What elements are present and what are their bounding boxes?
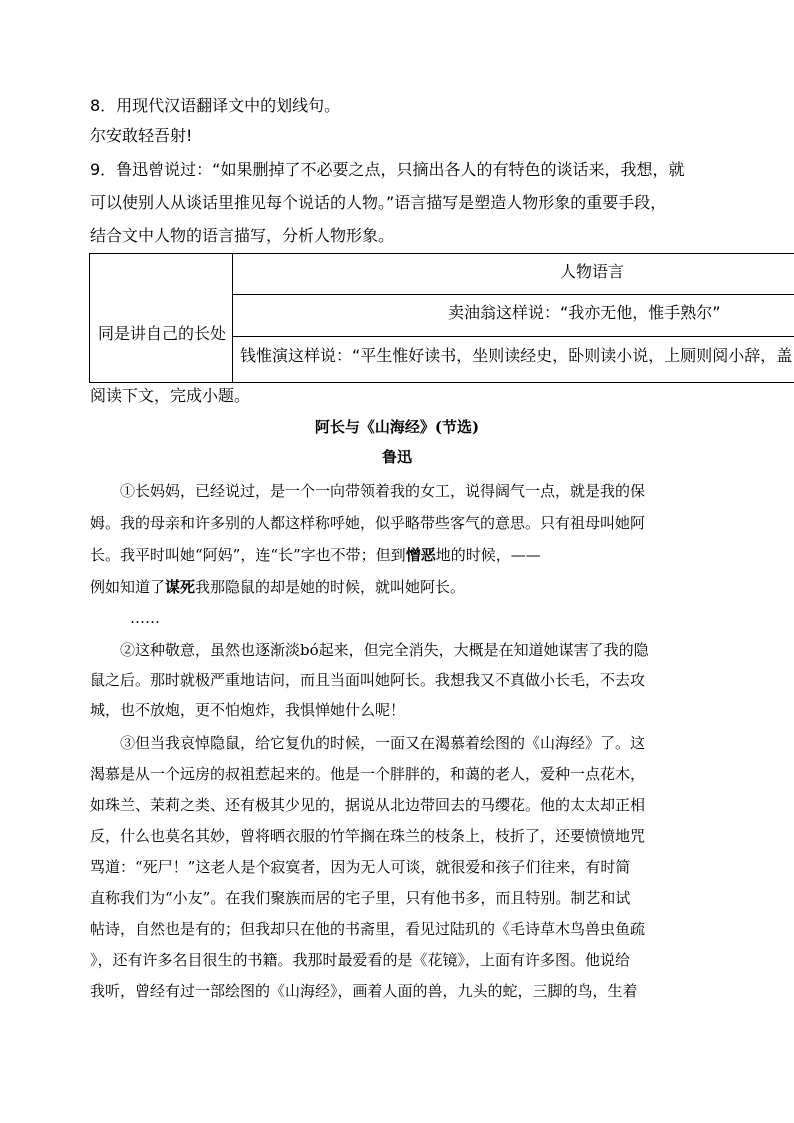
keyword-hate: 憎恶 bbox=[405, 546, 436, 564]
passage-author: 鲁迅 bbox=[381, 448, 412, 466]
question-9-line-1: 9．鲁迅曾说过：“如果删掉了不必要之点，只摘出各人的有特色的谈话来，我想，就 bbox=[90, 160, 685, 179]
table-divider-vertical bbox=[232, 254, 233, 382]
paragraph-3-line-3: 如珠兰、茉莉之类、还有极其少见的，据说从北边带回去的马缨花。他的太太却正相 bbox=[90, 796, 646, 814]
paragraph-3-line-6: 直称我们为“小友”。在我们聚族而居的宅子里，只有他书多，而且特别。制艺和试 bbox=[90, 889, 631, 907]
question-8-sentence: 尔安敢轻吾射! bbox=[90, 126, 193, 145]
paragraph-2-line-3: 城，也不放炮，更不怕炮炸，我惧惮她什么呢！ bbox=[90, 701, 406, 719]
text-segment: 我那隐鼠的却是她的时候，就叫她阿长。 bbox=[195, 578, 466, 596]
ellipsis: …… bbox=[130, 609, 160, 627]
paragraph-3-line-7: 帖诗，自然也是有的；但我却只在他的书斋里，看见过陆玑的《毛诗草木鸟兽虫鱼疏 bbox=[90, 920, 646, 938]
paragraph-3-line-2: 渴慕是从一个远房的叔祖惹起来的。他是一个胖胖的，和蔼的老人，爱种一点花木， bbox=[90, 765, 646, 783]
paragraph-3-line-1: ③但当我哀悼隐鼠，给它复仇的时候，一面又在渴慕着绘图的《山海经》了。这 bbox=[120, 734, 646, 752]
text-segment: 长。我平时叫她“阿妈”，连“长”字也不带；但到 bbox=[90, 546, 406, 564]
passage-title: 阿长与《山海经》(节选) bbox=[314, 418, 480, 436]
question-9-line-2: 可以使别人从谈话里推见每个说话的人物。”语言描写是塑造人物形象的重要手段， bbox=[90, 193, 667, 212]
paragraph-1-line-2: 姆。我的母亲和许多别的人都这样称呼她，似乎略带些客气的意思。只有祖母叫她阿 bbox=[90, 514, 646, 532]
paragraph-1-line-1: ①长妈妈，已经说过，是一个一向带领着我的女工，说得阔气一点，就是我的保 bbox=[120, 482, 646, 500]
text-segment: 例如知道了 bbox=[90, 578, 166, 596]
language-table bbox=[89, 253, 794, 383]
question-8-prompt: 8．用现代汉语翻译文中的划线句。 bbox=[90, 96, 341, 115]
table-divider-2 bbox=[232, 336, 794, 337]
table-header: 人物语言 bbox=[560, 262, 625, 281]
table-divider-1 bbox=[232, 294, 794, 295]
paragraph-1-line-4 bbox=[90, 577, 700, 597]
question-9-line-3: 结合文中人物的语言描写，分析人物形象。 bbox=[90, 226, 395, 245]
table-cell-row-1: 卖油翁这样说：“我亦无他，惟手熟尔” bbox=[448, 303, 721, 322]
keyword-murder: 谋死 bbox=[165, 578, 196, 596]
paragraph-3-line-4: 反，什么也莫名其妙，曾将晒衣服的竹竿搁在珠兰的枝条上，枝折了，还要愤愤地咒 bbox=[90, 827, 646, 845]
paragraph-3-line-9: 我听，曾经有过一部绘图的《山海经》，画着人面的兽，九头的蛇，三脚的鸟，生着 bbox=[90, 982, 638, 1000]
paragraph-3-line-8: 》，还有许多名目很生的书籍。我那时最爱看的是《花镜》，上面有许多图。他说给 bbox=[90, 951, 631, 969]
paragraph-2-line-2: 鼠之后。那时就极严重地诘问，而且当面叫她阿长。我想我又不真做小长毛，不去攻 bbox=[90, 671, 646, 689]
paragraph-3-line-5: 骂道：“死尸！”这老人是个寂寞者，因为无人可谈，就很爱和孩子们往来，有时简 bbox=[90, 858, 631, 876]
paragraph-1-line-3 bbox=[90, 545, 700, 565]
table-cell-row-2: 钱惟演这样说：“平生惟好读书，坐则读经史，卧则读小说，上厕则阅小辞，盖 bbox=[240, 346, 793, 365]
text-segment: 地的时候，—— bbox=[435, 546, 541, 564]
table-row-label: 同是讲自己的长处 bbox=[98, 324, 227, 343]
paragraph-2-line-1: ②这种敬意，虽然也逐渐淡bó起来，但完全消失，大概是在知道她谋害了我的隐 bbox=[120, 641, 649, 659]
reading-intro: 阅读下文，完成小题。 bbox=[90, 386, 251, 405]
